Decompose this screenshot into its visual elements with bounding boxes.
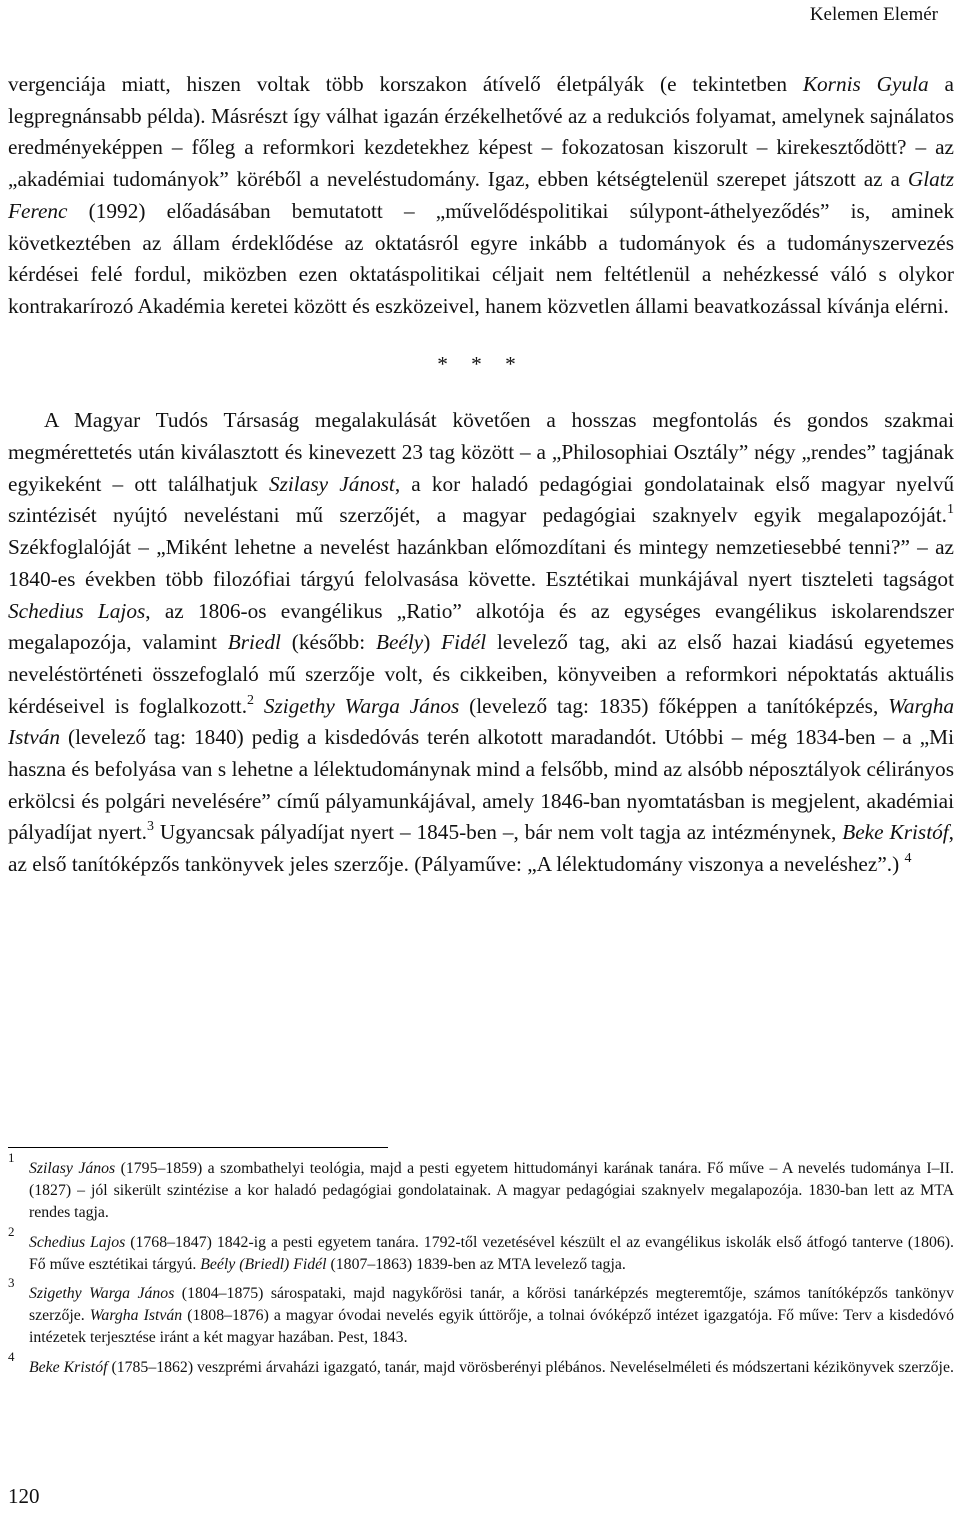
italic-name: Beély (Briedl) Fidél (200, 1255, 327, 1273)
italic-name: Kornis Gyula (802, 72, 929, 96)
running-head: Kelemen Elemér (809, 4, 938, 25)
footnote-number: 4 (8, 1348, 15, 1364)
page-number: 120 (8, 1484, 40, 1508)
text-run: (1768–1847) 1842-ig a pesti egyetem tanára. 1792-től vezetésével készült el az evangélikus iskolák első átfogó tanterve (1806). Fő műve esztétikai tárgyú. (29, 1233, 954, 1273)
text-run: , a kor haladó pedagógiai gondolatainak első magyar nyelvű szintézisét nyújtó neveléstani mű szerzőjét, a magyar pedagógiai szaknyelv egyik megalapozóját. (8, 471, 954, 528)
text-run: (1808–1876) a magyar óvodai nevelés egyik úttörője, a tolnai óvóképző intézet igazgatója. Fő műve: Terv a kisdedóvó intézetek terjesztése iránt a két magyar hazában. Pest, 1843. (29, 1307, 955, 1347)
text-run: , az első tanítóképzős tankönyvek jeles szerzője. (Pályaműve: „A lélektudomány viszonya a neveléshez”.) (8, 820, 954, 877)
italic-name: Beke Kristóf (29, 1358, 108, 1376)
text-run: a legpregnánsabb példa). Másrészt így válhat igazán érzékelhetővé az a redukciós folyamat, amelynek sajnálatos eredményeképpen – főleg a reformkori kezdetekhez képest – fokozatosan kiszorult – kirekesztődött? – az „akadémiai tudományok” köréből a neveléstudomány. Igaz, ebben kétségtelenül szerepet játszott az a (8, 72, 954, 192)
footnote (8, 1348, 954, 1379)
footnote-ref[interactable]: 4 (904, 851, 912, 867)
text-run: Székfoglalóját – „Miként lehetne a nevelést hazánkban előmozdítani és mintegy nemzetiesebbé tenni?” – az 1840-es években több filozófiai tárgyú felolvasása követte. Esztétikai munkájával nyert tiszteleti tagságot (8, 535, 954, 591)
main-text (8, 69, 954, 881)
footnote-number: 1 (8, 1150, 15, 1165)
section-separator: * * * (437, 351, 525, 376)
italic-name: Wargha István (8, 693, 954, 750)
italic-name: Beély (375, 630, 424, 655)
text-run: (1795–1859) a szombathelyi teológia, majd a pesti egyetem hittudományi karának tanára. Fő műve – A nevelés tudománya I–II. (1827) – jól sikerült szintézise a kor haladó pedagógiai gondolatainak. A magyar pedagógiai szaknyelv megalapozója. 1830-ban lett az MTA rendes tagja. (29, 1160, 954, 1222)
italic-name: Szilasy Jánost (268, 471, 395, 496)
text-run: ) (423, 630, 442, 655)
footnote-number: 2 (8, 1223, 15, 1239)
footnote-number: 3 (8, 1275, 15, 1291)
footnote-ref[interactable]: 2 (247, 692, 255, 708)
text-run: levelező tag, aki az első hazai kiadású egyetemes neveléstörténeti összefoglaló mű szerzője volt, és cikkeiben, könyveiben a reformkori népoktatás aktuális kérdéseivel is foglalkozott. (8, 630, 955, 718)
italic-name: Schedius Lajos (29, 1233, 126, 1251)
italic-name: Glatz Ferenc (8, 167, 954, 223)
italic-name: Briedl (227, 630, 281, 655)
text-run: (1807–1863) 1839-ben az MTA levelező tagja. (326, 1255, 626, 1273)
paragraph (8, 405, 954, 881)
italic-name: Wargha István (89, 1307, 183, 1325)
italic-name: Szigethy Warga János (263, 693, 460, 718)
text-run: (1785–1862) veszprémi árvaházi igazgató, tanár, majd vörösberényi plébános. Neveléselméleti és módszertani kézikönyvek szerzője. (107, 1358, 954, 1376)
text-run: vergenciája miatt, hiszen voltak több korszakon átívelő életpályák (e tekintetben (8, 72, 803, 96)
footnote (8, 1275, 955, 1350)
footnote-divider (8, 1147, 388, 1148)
italic-name: Szilasy János (29, 1160, 116, 1177)
paragraph (8, 69, 954, 323)
footnote (8, 1150, 954, 1225)
text-run: , az 1806-os evangélikus „Ratio” alkotója és az egységes evangélikus iskolarendszer megalapozója, valamint (8, 598, 954, 655)
text-run: Ugyancsak pályadíjat nyert – 1845-ben –, bár nem volt tagja az intézménynek, (153, 820, 843, 845)
text-run: (levelező tag: 1835) főképpen a tanítóképzés, (459, 693, 889, 718)
italic-name: Beke Kristóf (842, 820, 949, 845)
italic-name: Schedius Lajos (8, 598, 146, 623)
footnote-ref[interactable]: 1 (947, 502, 954, 518)
text-run: (levelező tag: 1840) pedig a kisdedóvás terén alkotott maradandót. Utóbbi – még 1834-ben – a „Mi haszna és befolyása van s lehetne a lélektudománynak mind a felsőbb, mind az alsóbb néposztályok célirányos erkölcsi és polgári nevelésére” című pályamunkájával, amely 1846-ban nyomtatásban is megjelent, akadémiai pályadíjat nyert. (8, 725, 954, 845)
italic-name: Fidél (441, 630, 487, 655)
text-run: (1992) előadásában bemutatott – „művelődéspolitikai súlypont-áthelyeződés” is, aminek következtében az állam érdeklődése az oktatásról egyre inkább a tudományok és a tudományszervezés kérdései felé fordul, miközben ezen oktatáspolitikai céljait nem feltétlenül a nehézkessé váló s olykor kontrakarírozó Akadémia keretei között és eszközeivel, hanem közvetlen állami beavatkozással kívánja elérni. (8, 198, 954, 318)
footnote-ref[interactable]: 3 (146, 819, 154, 835)
text-run: A Magyar Tudós Társaság megalakulását követően a hosszas megfontolás és gondos szakmai megmérettetés után kiválasztott és kinevezett 23 tag között – a „Philosophiai Osztály” négy „rendes” tagjának egyikeként – ott találhatjuk (8, 408, 954, 496)
text-run: (később: (280, 630, 376, 655)
italic-name: Szigethy Warga János (29, 1285, 175, 1303)
footnote (8, 1223, 954, 1276)
footnotes (8, 1150, 955, 1379)
text-run: (1804–1875) sárospataki, majd nagykőrösi tanár, a kőrösi tanárképzés megteremtője, számos tanítóképzős tankönyv szerzője. (29, 1285, 954, 1325)
